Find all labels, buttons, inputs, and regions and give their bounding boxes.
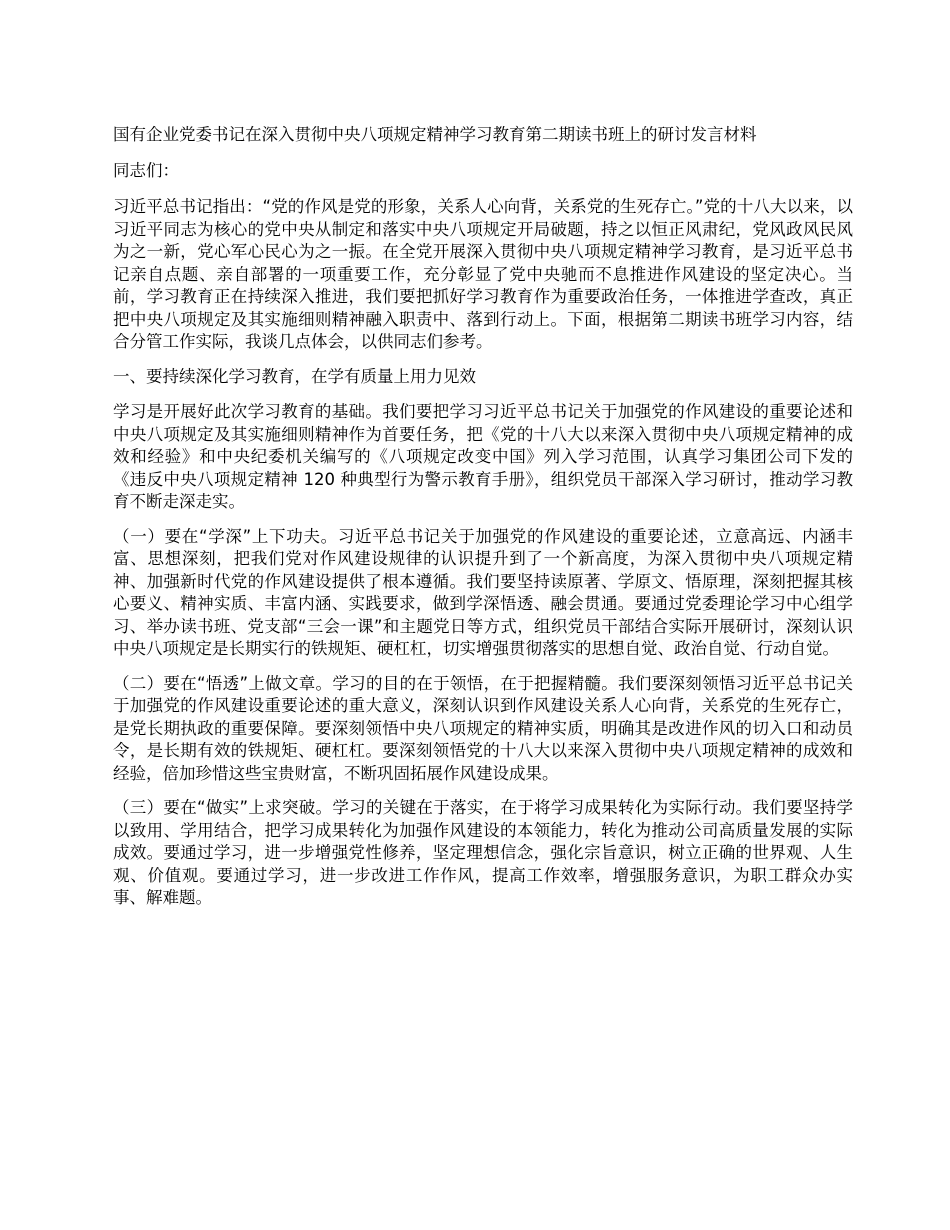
document-title: 国有企业党委书记在深入贯彻中央八项规定精神学习教育第二期读书班上的研讨发言材料 [113, 125, 757, 144]
subsection-2-paragraph: （二）要在“悟透”上做文章。学习的目的在于领悟，在于把握精髓。我们要深刻领悟习近平总书记关于加强党的作风建设重要论述的重大意义，深刻认识到作风建设关系人心向背，关系党的生死存亡，是党长期执政的重要保障。要深刻领悟中央八项规定的精神实质，明确其是改进作风的切入口和动员令，是长期有效的铁规矩、硬杠杠。要深刻领悟党的十八大以来深入贯彻中央八项规定精神的成效和经验，倍加珍惜这些宝贵财富，不断巩固拓展作风建设成果。 [113, 673, 853, 783]
document-page [113, 124, 853, 922]
subsection-1-paragraph: （一）要在“学深”上下功夫。习近平总书记关于加强党的作风建设的重要论述，立意高远、内涵丰富、思想深刻，把我们党对作风建设规律的认识提升到了一个新高度，为深入贯彻中央八项规定精神、加强新时代党的作风建设提供了根本遵循。我们要坚持读原著、学原文、悟原理，深刻把握其核心要义、精神实质、丰富内涵、实践要求，做到学深悟透、融会贯通。要通过党委理论学习中心组学习、举办读书班、党支部“三会一课”和主题党日等方式，组织党员干部结合实际开展研讨，深刻认识中央八项规定是长期实行的铁规矩、硬杠杠，切实增强贯彻落实的思想自觉、政治自觉、行动自觉。 [113, 526, 853, 658]
subsection-3-paragraph: （三）要在“做实”上求突破。学习的关键在于落实，在于将学习成果转化为实际行动。我们要坚持学以致用、学用结合，把学习成果转化为加强作风建设的本领能力，转化为推动公司高质量发展的实际成效。要通过学习，进一步增强党性修养，坚定理想信念，强化宗旨意识，树立正确的世界观、人生观、价值观。要通过学习，进一步改进工作作风，提高工作效率，增强服务意识，为职工群众办实事、解难题。 [113, 798, 853, 907]
section-1-paragraph: 学习是开展好此次学习教育的基础。我们要把学习习近平总书记关于加强党的作风建设的重要论述和中央八项规定及其实施细则精神作为首要任务，把《党的十八大以来深入贯彻中央八项规定精神的成效和经验》和中央纪委机关编写的《八项规定改变中国》列入学习范围，认真学习集团公司下发的《违反中央八项规定精神 120 种典型行为警示教育手册》，组织党员干部深入学习研讨，推动学习教育不断走深走实。 [113, 402, 853, 511]
greeting: 同志们： [113, 160, 179, 180]
intro-paragraph: 习近平总书记指出：“党的作风是党的形象，关系人心向背，关系党的生死存亡。”党的十八大以来，以习近平同志为核心的党中央从制定和落实中央八项规定开局破题，持之以恒正风肃纪，党风政风民风为之一新，党心军心民心为之一振。在全党开展深入贯彻中央八项规定精神学习教育，是习近平总书记亲自点题、亲自部署的一项重要工作，充分彰显了党中央驰而不息推进作风建设的坚定决心。当前，学习教育正在持续深入推进，我们要把抓好学习教育作为重要政治任务，一体推进学查改，真正把中央八项规定及其实施细则精神融入职责中、落到行动上。下面，根据第二期读书班学习内容，结合分管工作实际，我谈几点体会，以供同志们参考。 [113, 197, 853, 351]
section-heading-1: 一、要持续深化学习教育，在学有质量上用力见效 [113, 366, 476, 386]
